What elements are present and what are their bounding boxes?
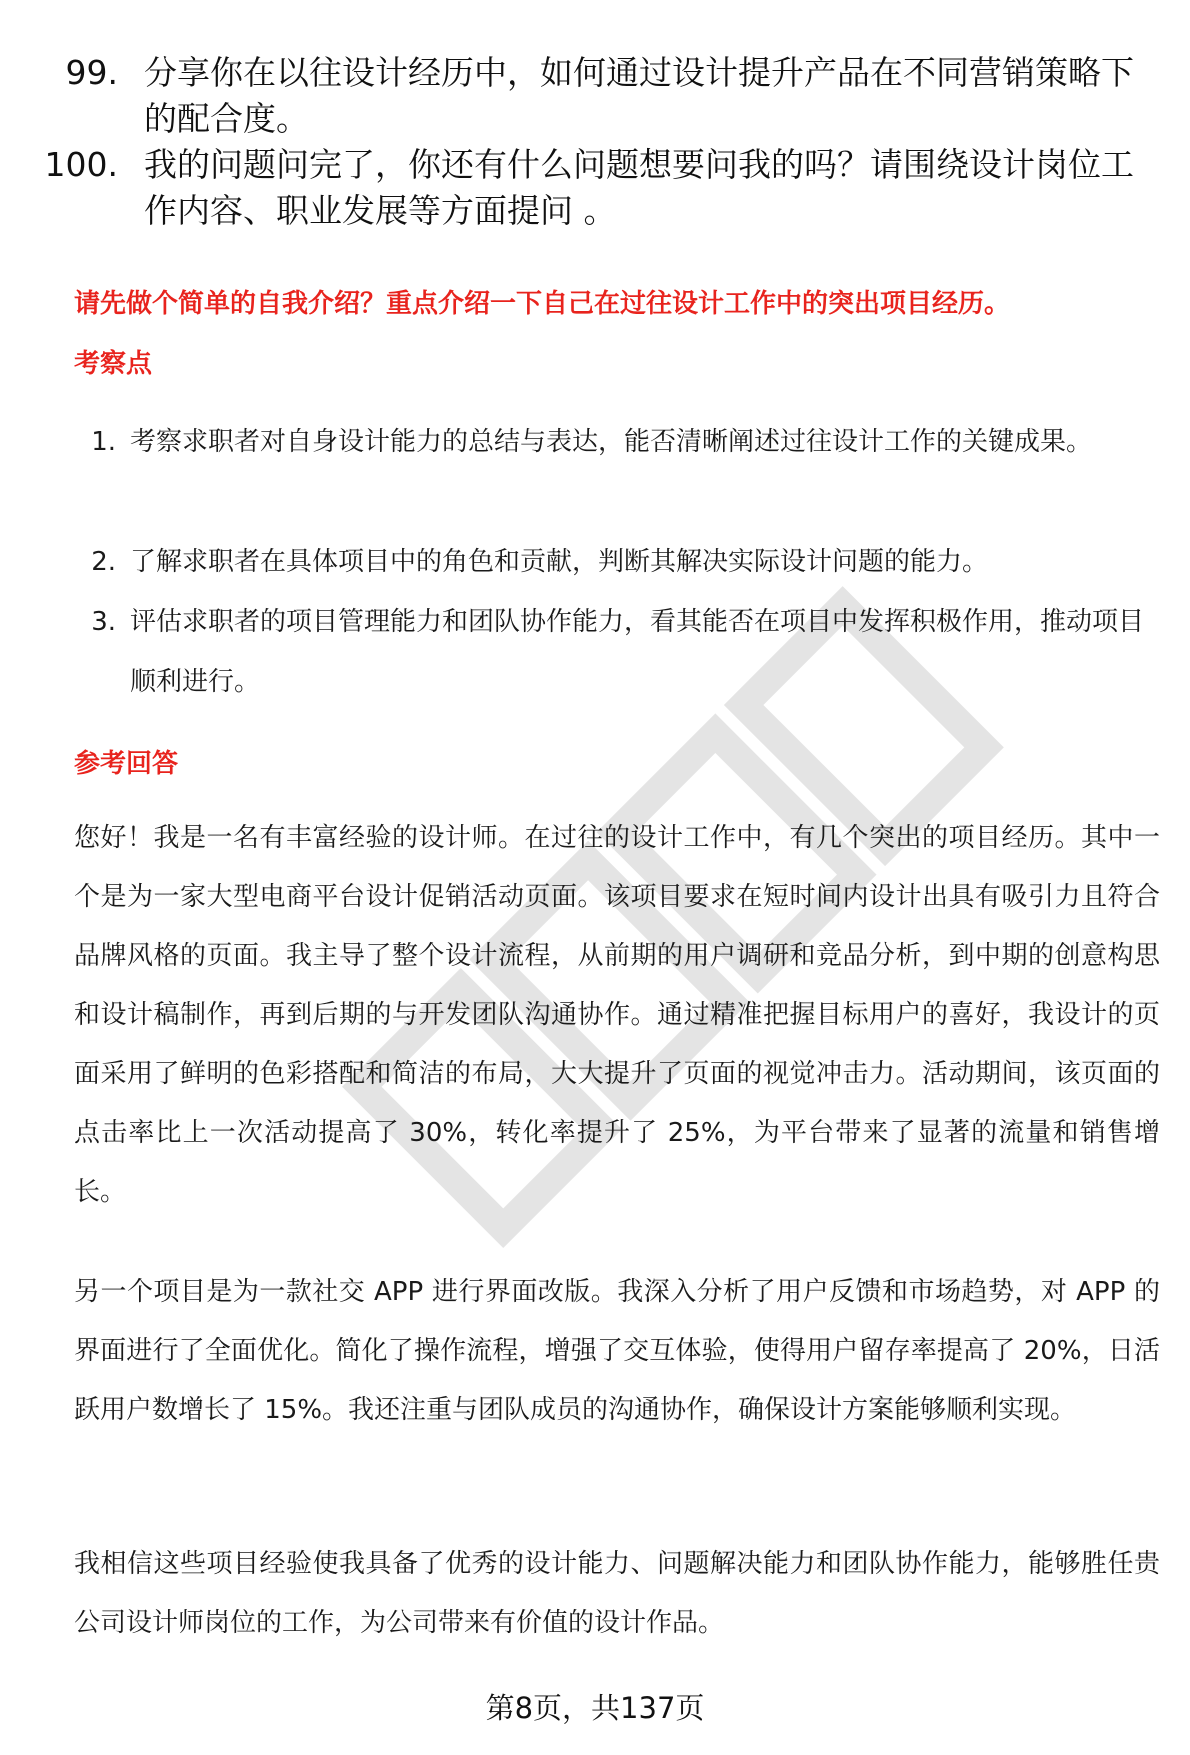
question-number: 99. (65, 53, 118, 92)
interview-question-heading: 请先做个简单的自我介绍？重点介绍一下自己在过往设计工作中的突出项目经历。 (74, 289, 1011, 319)
item-number: 2. (91, 547, 116, 577)
question-item-99 (40, 50, 1150, 142)
answer-paragraph-1: 您好！我是一名有丰富经验的设计师。在过往的设计工作中，有几个突出的项目经历。其中一个是为一家大型电商平台设计促销活动页面。该项目要求在短时间内设计出具有吸引力且符合品牌风格的页面。我主导了整个设计流程，从前期的用户调研和竞品分析，到中期的创意构思和设计稿制作，再到后期的与开发团队沟通协作。通过精准把握目标用户的喜好，我设计的页面采用了鲜明的色彩搭配和简洁的布局，大大提升了页面的视觉冲击力。活动期间，该页面的点击率比上一次活动提高了 30%，转化率提升了 25%，为平台带来了显著的流量和销售增长。 (74, 823, 1160, 1207)
assessment-label: 考察点 (74, 349, 153, 379)
assessment-item-1 (74, 412, 1154, 472)
assessment-item-2 (74, 532, 1154, 592)
question-text: 我的问题问完了，你还有什么问题想要问我的吗？请围绕设计岗位工作内容、职业发展等方面提问 。 (144, 145, 1134, 230)
item-number: 3. (91, 607, 116, 637)
item-text: 评估求职者的项目管理能力和团队协作能力，看其能否在项目中发挥积极作用，推动项目顺利进行。 (130, 607, 1145, 697)
item-text: 了解求职者在具体项目中的角色和贡献，判断其解决实际设计问题的能力。 (130, 547, 989, 577)
answer-paragraph-3: 我相信这些项目经验使我具备了优秀的设计能力、问题解决能力和团队协作能力，能够胜任贵公司设计师岗位的工作，为公司带来有价值的设计作品。 (74, 1549, 1160, 1638)
page-footer: 第8页，共137页 (485, 1691, 705, 1725)
answer-paragraph-2: 另一个项目是为一款社交 APP 进行界面改版。我深入分析了用户反馈和市场趋势，对 APP 的界面进行了全面优化。简化了操作流程，增强了交互体验，使得用户留存率提高了 20%，日活跃用户数增长了 15%。我还注重与团队成员的沟通协作，确保设计方案能够顺利实现。 (74, 1277, 1160, 1425)
question-text: 分享你在以往设计经历中，如何通过设计提升产品在不同营销策略下的配合度。 (144, 53, 1134, 138)
item-number: 1. (91, 427, 116, 457)
question-number: 100. (44, 145, 118, 184)
question-item-100 (40, 142, 1150, 234)
item-text: 考察求职者对自身设计能力的总结与表达，能否清晰阐述过往设计工作的关键成果。 (130, 427, 1093, 457)
reference-answer-label: 参考回答 (74, 749, 179, 779)
assessment-item-3 (74, 592, 1154, 712)
